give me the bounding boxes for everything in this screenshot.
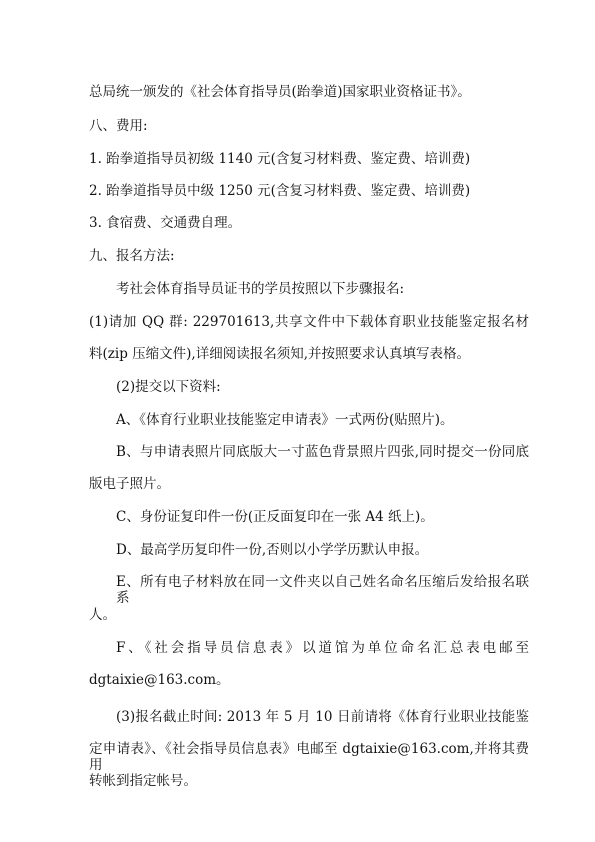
step-3-line-1: (3)报名截止时间: 2013 年 5 月 10 日前请将《体育行业职业技能鉴 — [116, 709, 529, 725]
fee-item-1: 1. 跆拳道指导员初级 1140 元(含复习材料费、鉴定费、培训费) — [89, 151, 471, 167]
item-b-line-1: B、与申请表照片同底版大一寸蓝色背景照片四张,同时提交一份同底 — [116, 444, 529, 460]
item-e-line-2: 人。 — [89, 607, 116, 623]
step-1-line-1: (1)请加 QQ 群: 229701613,共享文件中下载体育职业技能鉴定报名材 — [89, 314, 529, 330]
step-2-heading: (2)提交以下资料: — [116, 379, 221, 395]
text-line-intro: 总局统一颁发的《社会体育指导员(跆拳道)国家职业资格证书》。 — [89, 84, 471, 100]
item-e-line-1: E、所有电子材料放在同一文件夹以自己姓名命名压缩后发给报名联系 — [116, 574, 529, 606]
step-1-line-2: 料(zip 压缩文件),详细阅读报名须知,并按照要求认真填写表格。 — [89, 346, 470, 362]
item-c: C、身份证复印件一份(正反面复印在一张 A4 纸上)。 — [116, 509, 434, 525]
step-3-line-3: 转帐到指定帐号。 — [89, 773, 197, 789]
section-heading-registration: 九、报名方法: — [89, 248, 175, 264]
item-b-line-2: 版电子照片。 — [89, 476, 170, 492]
fee-item-3: 3. 食宿费、交通费自理。 — [89, 215, 242, 231]
item-f-email: dgtaixie@163.com。 — [89, 672, 230, 688]
item-d: D、最高学历复印件一份,否则以小学学历默认申报。 — [116, 542, 429, 558]
item-a: A、《体育行业职业技能鉴定申请表》一式两份(贴照片)。 — [116, 412, 454, 428]
section-heading-fees: 八、费用: — [89, 118, 148, 134]
fee-item-2: 2. 跆拳道指导员中级 1250 元(含复习材料费、鉴定费、培训费) — [89, 183, 471, 199]
registration-intro: 考社会体育指导员证书的学员按照以下步骤报名: — [116, 281, 405, 297]
item-f-line-1: F、《社会指导员信息表》以道馆为单位命名汇总表电邮至 — [116, 640, 529, 656]
step-3-line-2: 定申请表》、《社会指导员信息表》电邮至 dgtaixie@163.com,并将其费用 — [89, 741, 529, 773]
